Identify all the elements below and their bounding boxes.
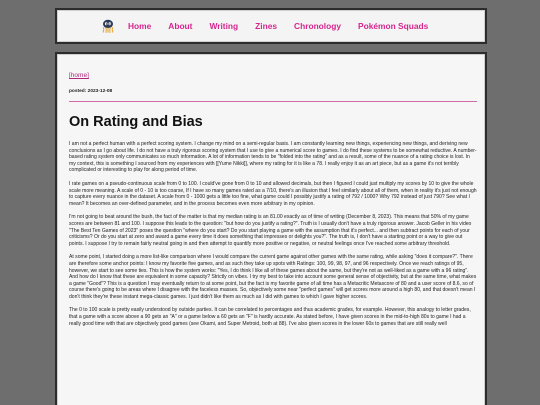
article-content <box>69 64 477 334</box>
article-paragraph: I'm not going to beat around the bush, the fact of the matter is that my median rating is an 81.00 exactly as of time of writing (December 8, 2023). This means that 50% of my game scores are between 81 and 100. I suppose this leads to the question: "but how do you justify a rating?". Truth is I usually don't have a truly rigorous answer. Jacob Geller in his video "The Best Ten Games of 2023" poses the question "where do you start? Do you start playing a game with the assumption that it's perfect... and then subtract points for each of your criticisms? Or do you start at zero and award a game every time it does something that impresses or delights you?". The truth is, I don't have a starting point or a way to give out points. I suppose I try to remain fairly neutral going in and then attempt to quantify more positive or negative, or neutral feelings once I've reached some arbitrary threshold. <box>69 214 472 247</box>
article-paragraph: I rate games on a pseudo-continuous scale from 0 to 100. I could've gone from 0 to 10 and allowed decimals, but then I figured I could just multiply my scores by 10 to give the whole scale more meaning. A scale of 0 - 10 is too coarse, If I have so many games rated as a 7/10, there's an illusion that I feel similarly about all of them, when in reality it's just not enough to capture every nuance in the dataset. A scale from 0 - 1000 gets a little too fine, what game could I possibly justify a rating of 792 / 1000? Why 792 instead of just 790? See what I mean? It becomes an over-defined parameter, and in the process becomes even more arbitrary in my opinion. <box>69 180 477 207</box>
divider <box>69 101 477 102</box>
nav-links <box>57 10 485 42</box>
page-title: On Rating and Bias <box>69 114 203 130</box>
article-paragraph: At some point, I started doing a more list-like comparison where I would compare the current game against other games with the same rating, while asking "does it compare?". There are therefore some anchor points: I know my favorite five games, and as such they take up spots with Ratings: 100, 99, 98, 97, and 96 respectively. Once we reach ratings of 95, however, we start to see some ties. This is how the system works: "Yes, I do think I like all of these games about the same, but they're not as well-liked as a game with a 96 rating". And how do I know that these are equivalent in some capacity? Strictly on vibes. I try my best to take into account some general sense of objectivity, but at the same time, what makes a game "Good"? This is a question I may eventually return to at some point, but the fact is my favorite game of all time has a Metacritic Metascore of 80 and a user score of 8.6, so of course there's going to be areas where I disagree with the faceless masses. So, objectively some near "perfect games" will get scores more around a high 80, and that doesn't mean I don't think they're these instant mega-classic games. I just didn't like them as much as I did with games to which I gave higher scores. <box>69 254 477 300</box>
home-link[interactable]: [home] <box>69 72 89 79</box>
article-panel <box>55 52 487 405</box>
nav-about-link[interactable]: About <box>168 21 193 31</box>
nav-chronology-link[interactable]: Chronology <box>294 21 342 31</box>
nav-pokemon-squads-link[interactable]: Pokémon Squads <box>358 21 429 31</box>
article-paragraph: I am not a perfect human with a perfect scoring system. I change my mind on a semi-regular basis. I am constantly learning new things, experiencing new things, and deriving new conclusions as I go about life. I do not have a truly rigorous scoring system that I use to give a numerical score to games. I do find these systems to be somewhat reductive. A number-based rating system only communicates so much information. A lot of information tends to be "folded into the rating" and as a result, some of the nuance of a rating choice is lost. In my context, this is something I sourced from my experiences with [[Yume Nikki]], where my rating for it is like a 78. I really enjoy it as an art piece, but as a game it's not terribly complicated or interesting to play for along period of time. <box>69 141 477 174</box>
nav-writing-link[interactable]: Writing <box>209 21 239 31</box>
nav-bar <box>55 8 487 44</box>
article-paragraph: The 0 to 100 scale is pretty easily understood by outside parties. It can be correlated to percentages and thus academic grades, for example. However, this analogy to letter grades, that a game with a score above a 90 gets an "A" or a game below a 60 gets an "F" is hardly accurate. As stated before, I have given scores in the mid-to-high 80s to game I had a really good time with that are objectively good games (see Okami, and Super Metroid, both at 88). I've also given scores in the lower 60s to games that are still really well <box>69 307 471 327</box>
post-date: posted: 2023-12-08 <box>69 89 113 94</box>
squid-logo-icon[interactable] <box>101 19 115 33</box>
nav-zines-link[interactable]: Zines <box>255 21 278 31</box>
nav-home-link[interactable]: Home <box>128 21 152 31</box>
